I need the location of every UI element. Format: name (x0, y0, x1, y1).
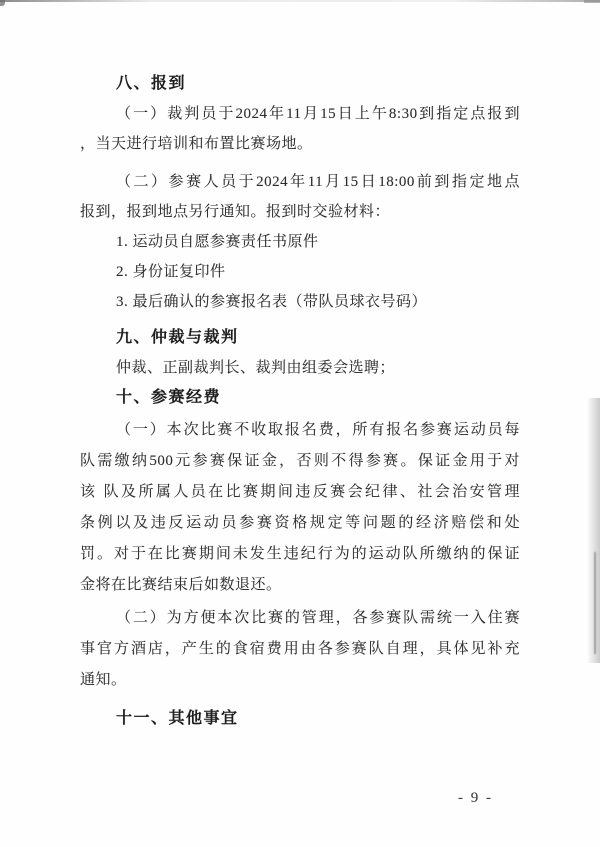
scan-corner-mark-top-left (0, 0, 5, 6)
section-heading-other-matters: 十一、其他事宜 (116, 710, 239, 727)
paragraph-line: 队需缴纳500元参赛保证金，否则不得参赛。保证金用于对 (80, 453, 520, 469)
section-heading-arbitration: 九、仲裁与裁判 (116, 329, 239, 346)
document-content (80, 0, 520, 734)
paragraph-line: 仲裁、正副裁判长、裁判由组委会选聘； (116, 360, 396, 376)
paragraph-hotel (80, 603, 520, 696)
section-heading-expenses: 十、参赛经费 (116, 389, 222, 406)
scan-line-right (594, 552, 596, 654)
paragraph-line: （一）裁判员于2024年11月15日上午8:30到指定点报到 (116, 106, 520, 122)
list-item-line: 2. 身份证复印件 (116, 264, 226, 280)
scan-smudge-top-right (584, 0, 600, 3)
paragraph-line: ，当天进行培训和布置比赛场地。 (80, 136, 313, 152)
paragraph-line: 条例以及违反运动员参赛资格规定等问题的经济赔偿和处 (80, 515, 520, 531)
list-item-line: 1. 运动员自愿参赛责任书原件 (116, 234, 319, 250)
paragraph-deposit (80, 415, 520, 601)
paragraph-line: 通知。 (80, 672, 127, 688)
list-item-line: 3. 最后确认的参赛报名表（带队员球衣号码） (116, 294, 428, 310)
paragraph-line: 报到，报到地点另行通知。报到时交验材料： (80, 204, 391, 220)
paragraph-line: （一）本次比赛不收取报名费，所有报名参赛运动员每 (116, 422, 520, 438)
paragraph-line: 该 队及所属人员在比赛期间违反赛会纪律、社会治安管理 (80, 484, 520, 500)
paragraph-arbitration (80, 353, 520, 383)
paragraph-line: （二）为方便本次比赛的管理，各参赛队需统一入住赛 (116, 610, 520, 626)
paragraph-line: 罚。对于在比赛期间未发生违纪行为的运动队所缴纳的保证 (80, 546, 520, 562)
paragraph-line: 事官方酒店，产生的食宿费用由各参赛队自理，具体见补充 (80, 641, 520, 657)
paragraph-line: （二）参赛人员于2024年11月15日18:00前到指定地点 (116, 174, 520, 190)
paragraph-checkin-referees (80, 99, 520, 159)
paragraph-checkin-participants (80, 167, 520, 227)
section-heading-checkin: 八、报到 (116, 75, 187, 92)
list-item-responsibility-form (80, 227, 520, 257)
page-number: - 9 - (458, 790, 493, 806)
list-item-id-copy (80, 257, 520, 287)
paragraph-line: 金将在比赛结束后如数退还。 (80, 577, 282, 593)
list-item-entry-form (80, 287, 520, 317)
